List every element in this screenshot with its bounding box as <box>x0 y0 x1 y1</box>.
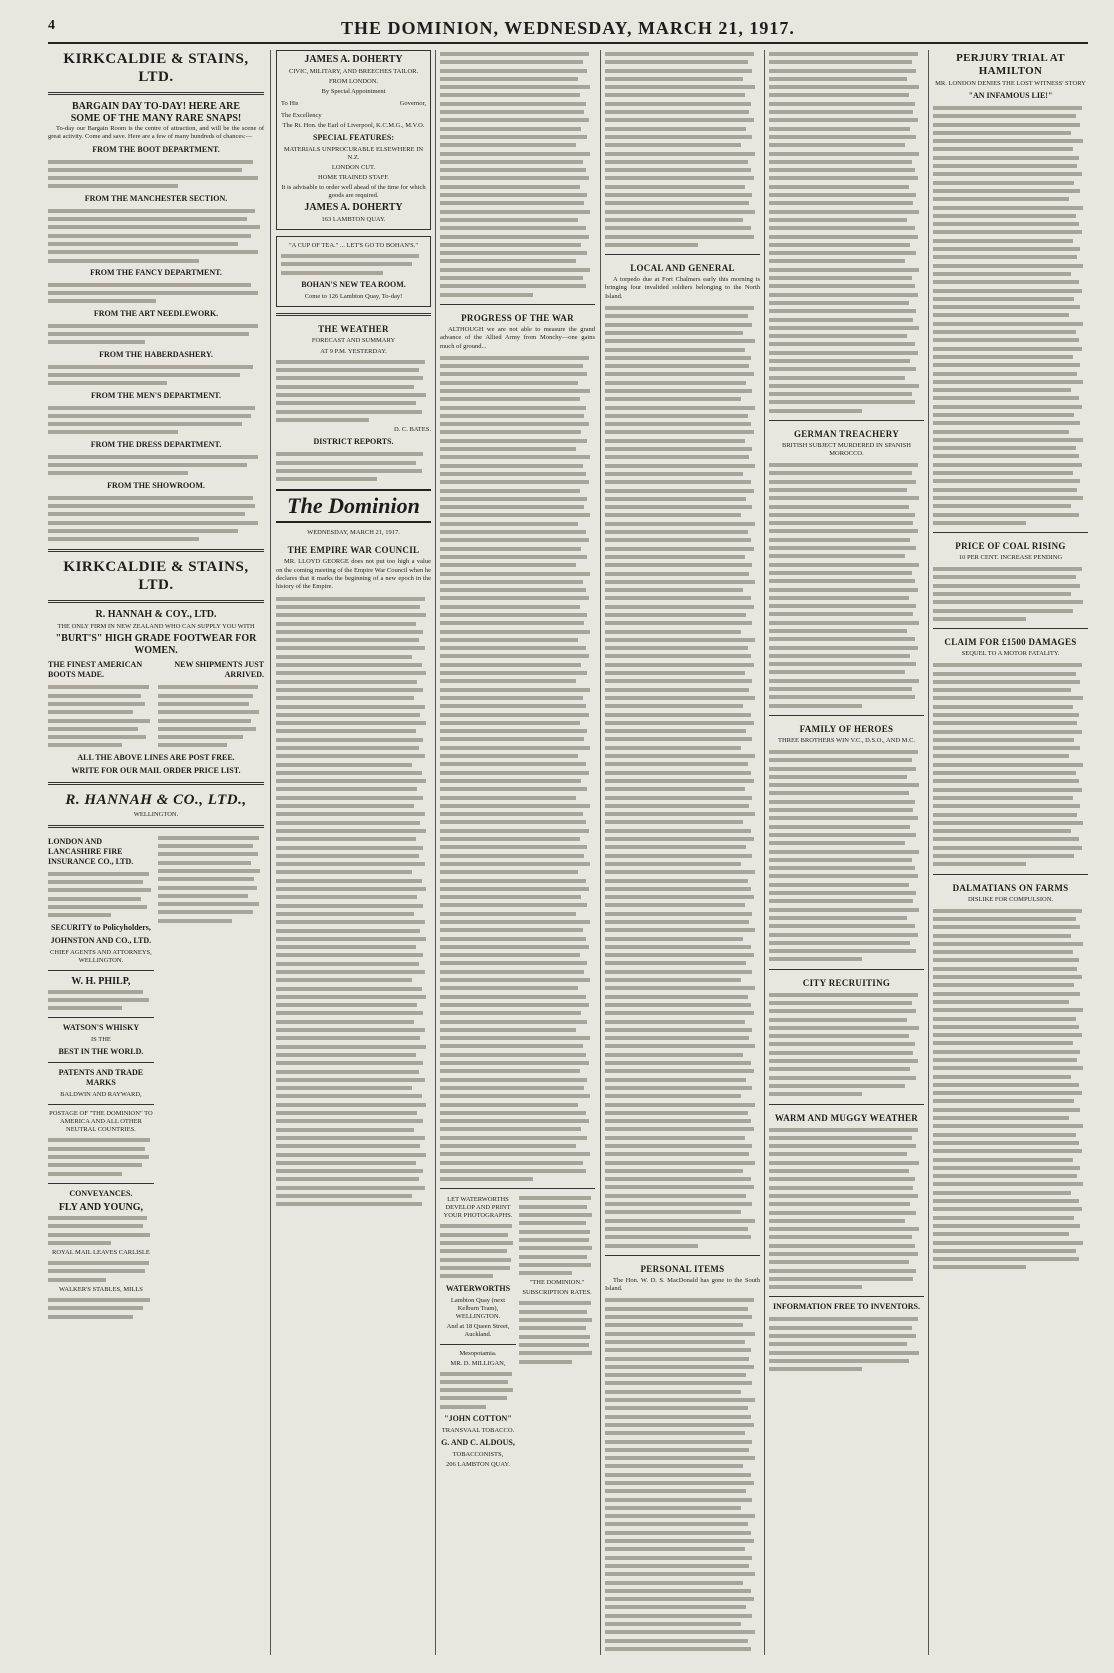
excellency-governor: Governor, <box>399 100 426 107</box>
text-block <box>48 404 264 437</box>
family-heroes-subheading: THREE BROTHERS WIN V.C., D.S.O., AND M.C. <box>777 736 916 744</box>
waterworths-advertisement <box>440 1194 516 1471</box>
dept-heading: FROM THE ART NEEDLEWORK. <box>93 308 219 318</box>
bargain-headline-2: SOME OF THE MANY RARE SNAPS! <box>70 113 242 124</box>
doherty-subheading: CIVIC, MILITARY, AND BREECHES TAILOR. <box>288 68 419 75</box>
weather-subheading: FORECAST AND SUMMARY <box>311 336 396 344</box>
infamous-lie: "AN INFAMOUS LIE!" <box>968 91 1053 100</box>
watsons-line-2: IS THE <box>90 1036 111 1044</box>
column-rule <box>764 50 765 1655</box>
waterworths-heading: WATERWORTHS <box>445 1283 511 1293</box>
milligan: MR. D. MILLIGAN, <box>450 1359 506 1367</box>
text-block <box>48 322 264 347</box>
lower-ads-row <box>48 834 264 1321</box>
page-number: 4 <box>48 18 55 33</box>
divider <box>48 600 264 603</box>
masthead <box>48 18 1088 44</box>
column-advertisements-left <box>48 50 264 1655</box>
doherty-advertisement <box>276 50 431 230</box>
dalmatians-heading: DALMATIANS ON FARMS <box>952 882 1069 893</box>
personal-items-heading: PERSONAL ITEMS <box>640 1263 725 1274</box>
text-block <box>48 207 264 265</box>
cup-of-tea: "A CUP OF TEA." ... LET'S GO TO BOHAN'S." <box>288 242 419 249</box>
leader-date: WEDNESDAY, MARCH 21, 1917. <box>307 529 400 537</box>
aldous-address: 206 LAMBTON QUAY. <box>445 1461 510 1469</box>
doherty-advice: It is advisable to order well ahead of the time for which goods are required. <box>281 184 426 199</box>
weather-time: AT 9 P.M. YESTERDAY. <box>320 347 387 355</box>
text-block <box>48 281 264 306</box>
dept-heading: FROM THE DRESS DEPARTMENT. <box>90 439 222 449</box>
mesopotamia: Mesopotamia. <box>459 1349 497 1357</box>
john-cotton: "JOHN COTTON" <box>444 1414 512 1424</box>
progress-of-war-lead: ALTHOUGH we are not able to measure the grand advance of the Allied Army from Monchy—one gains much of ground... <box>440 325 595 350</box>
column-rule <box>600 50 601 1655</box>
feature-item: HOME TRAINED STAFF. <box>318 174 389 181</box>
excellency-row <box>281 98 426 110</box>
waterworths-address-2: And at 18 Queen Street, Auckland. <box>446 1322 510 1338</box>
bargain-headline: BARGAIN DAY TO-DAY! HERE ARE <box>72 101 240 112</box>
coal-price-heading: PRICE OF COAL RISING <box>955 541 1066 552</box>
watsons-line-3: BEST IN THE WORLD. <box>58 1047 144 1057</box>
text-block <box>48 363 264 388</box>
perjury-heading: PERJURY TRIAL AT HAMILTON <box>956 52 1065 77</box>
coal-price-subheading: 10 PER CENT. INCREASE PENDING <box>958 554 1063 562</box>
divider <box>48 825 264 828</box>
progress-of-war-heading: PROGRESS OF THE WAR <box>461 312 574 323</box>
local-general-lead: A torpedo due at Fort Chalmers early this morning is bringing four invalided soldiers belonging to the North Island. <box>605 276 760 300</box>
patents-heading: PATENTS AND TRADE MARKS <box>58 1068 144 1088</box>
hannah-shipments-row <box>48 657 264 683</box>
dominion-nameplate: The Dominion <box>276 489 431 523</box>
lower-ads-left <box>48 834 154 1321</box>
divider <box>48 782 264 785</box>
hannah-post-free: ALL THE ABOVE LINES ARE POST FREE. <box>77 752 235 762</box>
subscription-title: "THE DOMINION." <box>529 1279 585 1287</box>
postage-notice: POSTAGE OF "THE DOMINION" TO AMERICA AND ALL OTHER NEUTRAL COUNTRIES. <box>49 1110 153 1134</box>
kirkcaldie-heading-footer: KIRKCALDIE & STAINS, LTD. <box>63 559 249 594</box>
waterworths-address: Lambton Quay (next Kelburn Tram), WELLINGTON. <box>450 1296 506 1320</box>
dept-heading: FROM THE BOOT DEPARTMENT. <box>92 144 220 154</box>
empire-council-lead: MR. LLOYD GEORGE does not put too high a value on the coming meeting of the Empire War Council when he declares that it marks the beginning of a new epoch in the history of the Empire. <box>276 558 431 591</box>
kirkcaldie-heading: KIRKCALDIE & STAINS, LTD. <box>63 51 249 85</box>
weather-signature: D. C. BATES. <box>393 426 431 434</box>
dept-heading: FROM THE FANCY DEPARTMENT. <box>90 267 222 277</box>
column-rule <box>928 50 929 1655</box>
divider <box>48 92 264 95</box>
city-recruiting-heading: CITY RECRUITING <box>802 977 891 988</box>
district-reports: DISTRICT REPORTS. <box>313 437 394 447</box>
german-treachery-heading: GERMAN TREACHERY <box>793 429 900 440</box>
insurance-security: SECURITY to Policyholders, <box>50 922 151 932</box>
aldous-heading: G. AND C. ALDOUS, <box>441 1438 515 1448</box>
hannah-city: WELLINGTON. <box>133 810 179 818</box>
watsons-line-1: WATSON'S WHISKY <box>62 1023 140 1033</box>
doherty-from: FROM LONDON. <box>328 78 379 85</box>
bohans-heading: BOHAN'S NEW TEA ROOM. <box>301 279 406 289</box>
empire-council-body <box>276 595 431 1209</box>
column-news-right <box>769 50 924 1655</box>
bohans-advertisement <box>276 236 431 307</box>
column-doherty-weather-leader <box>276 50 431 1655</box>
lower-ads-right <box>158 834 264 1321</box>
excellency-to: To His <box>281 100 299 107</box>
feature-item: MATERIALS UNPROCURABLE ELSEWHERE IN N.Z. <box>283 146 424 161</box>
dept-heading: FROM THE MANCHESTER SECTION. <box>84 193 228 203</box>
column-war-progress <box>440 50 595 1655</box>
local-general-heading: LOCAL AND GENERAL <box>630 263 735 274</box>
damages-claim-subheading: SEQUEL TO A MOTOR FATALITY. <box>961 650 1060 658</box>
weather-heading: THE WEATHER <box>318 323 389 334</box>
bargain-intro: To-day our Bargain Room is the centre of attraction, and will be the scene of great activity. Come and save. Here are a few of many hundreds of chances:— <box>48 125 264 141</box>
special-features: SPECIAL FEATURES: <box>313 133 394 142</box>
hannah-price-list <box>48 683 264 749</box>
bohans-address: Come to 126 Lambton Quay, To-day! <box>304 292 403 300</box>
inventors-heading: INFORMATION FREE TO INVENTORS. <box>773 1302 920 1312</box>
lower-ads-row <box>440 1194 595 1471</box>
philp-heading: W. H. PHILP, <box>71 975 131 987</box>
excellency-his: The Excellency <box>281 112 322 119</box>
german-treachery-subheading: BRITISH SUBJECT MURDERED IN SPANISH MOROCCO. <box>782 442 911 458</box>
feature-item: LONDON CUT. <box>331 164 376 171</box>
aldous-sub: TOBACCONISTS, <box>452 1451 504 1459</box>
hannah-burts: "BURT'S" HIGH GRADE FOOTWEAR FOR WOMEN. <box>55 633 257 657</box>
column-local-general <box>605 50 760 1655</box>
text-block <box>48 453 264 478</box>
dalmatians-subheading: DISLIKE FOR COMPULSION. <box>967 895 1054 903</box>
governor-name: The Rt. Hon. the Earl of Liverpool, K.C.M.G., M.V.O. <box>282 122 425 129</box>
empire-council-heading: THE EMPIRE WAR COUNCIL <box>287 545 420 556</box>
divider <box>48 549 264 552</box>
column-rule <box>270 50 271 1655</box>
perjury-subheading: MR. LONDON DENIES THE LOST WITNESS' STORY <box>935 80 1086 87</box>
warm-weather-heading: WARM AND MUGGY WEATHER <box>774 1112 919 1123</box>
column-rule <box>435 50 436 1655</box>
conveyances-heading: CONVEYANCES. <box>69 1188 133 1198</box>
waterworths-tagline: LET WATERWORTHS DEVELOP AND PRINT YOUR PHOTOGRAPHS. <box>443 1196 513 1220</box>
walkers-stables: WALKER'S STABLES, MILLS <box>58 1286 143 1293</box>
hannah-subheading: THE ONLY FIRM IN NEW ZEALAND WHO CAN SUPPLY YOU WITH <box>57 623 255 631</box>
doherty-address: 163 LAMBTON QUAY. <box>321 216 386 223</box>
fly-young-heading: FLY AND YOUNG, <box>58 1201 143 1213</box>
text-block <box>48 158 264 191</box>
insurance-agents-sub: CHIEF AGENTS AND ATTORNEYS, WELLINGTON. <box>50 948 152 964</box>
text-block <box>48 494 264 544</box>
newspaper-title: THE DOMINION, WEDNESDAY, MARCH 21, 1917. <box>341 18 795 38</box>
royal-mail: ROYAL MAIL LEAVES CARLISLE <box>52 1249 150 1257</box>
doherty-heading-footer: JAMES A. DOHERTY <box>304 202 403 213</box>
insurance-heading: LONDON AND LANCASHIRE FIRE INSURANCE CO., LTD. <box>48 836 134 866</box>
dept-heading: FROM THE HABERDASHERY. <box>99 349 213 359</box>
family-heroes-heading: FAMILY OF HEROES <box>799 723 894 734</box>
dept-heading: FROM THE SHOWROOM. <box>107 480 205 490</box>
column-court-news <box>933 50 1088 1655</box>
personal-items-lead: The Hon. W. D. S. MacDonald has gone to the South Island. <box>605 1276 760 1293</box>
doherty-heading: JAMES A. DOHERTY <box>304 54 403 65</box>
subscription-rates: SUBSCRIPTION RATES. <box>522 1289 592 1297</box>
hannah-write: WRITE FOR OUR MAIL ORDER PRICE LIST. <box>71 765 241 775</box>
hannah-finest: THE FINEST AMERICAN BOOTS MADE. <box>48 660 143 680</box>
hannah-new: NEW SHIPMENTS JUST ARRIVED. <box>174 660 264 680</box>
dept-heading: FROM THE MEN'S DEPARTMENT. <box>91 390 221 400</box>
patents-firm: BALDWIN AND RAYWARD, <box>60 1091 142 1099</box>
weather-body <box>276 358 431 424</box>
transvaal-tobacco: TRANSVAAL TOBACCO. <box>441 1427 515 1435</box>
doherty-appointment: By Special Appointment <box>321 88 386 95</box>
hannah-heading: R. HANNAH & COY., LTD. <box>95 609 217 621</box>
insurance-agents: JOHNSTON AND CO., LTD. <box>50 935 152 945</box>
hannah-heading-footer: R. HANNAH & CO., LTD., <box>65 791 247 808</box>
subscription-box <box>519 1194 595 1471</box>
damages-claim-heading: CLAIM FOR £1500 DAMAGES <box>944 637 1077 648</box>
